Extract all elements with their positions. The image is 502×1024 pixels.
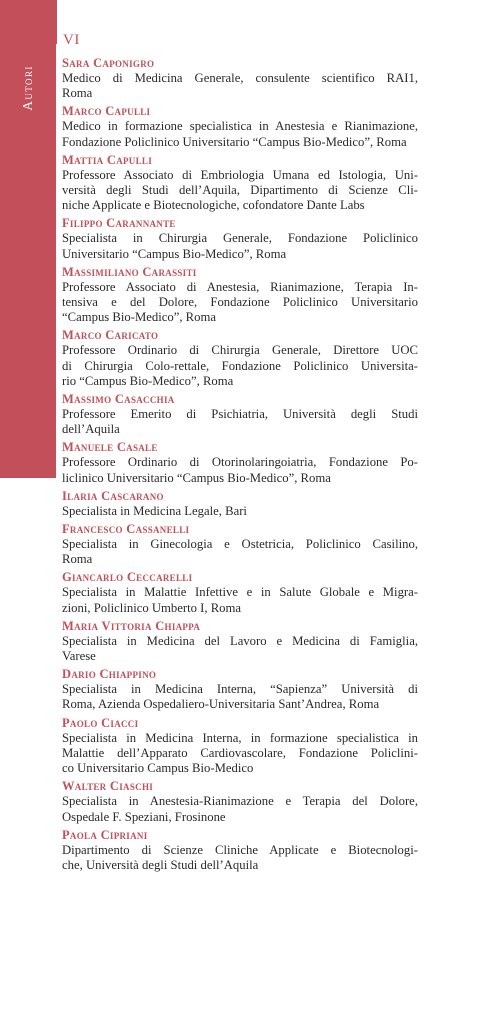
author-affiliation — [62, 455, 418, 485]
affiliation-line: zioni, Policlinico Umberto I, Roma — [62, 600, 242, 615]
affiliation-line: Specialista in Malattie Infettive e in Salute Globale e Migra- — [62, 585, 418, 600]
author-entry — [62, 392, 418, 437]
author-affiliation — [62, 504, 418, 519]
affiliation-line: Specialista in Medicina Legale, Bari — [62, 503, 247, 518]
author-name: Marco Capulli — [62, 104, 151, 119]
affiliation-line: Roma, Azienda Ospedaliero-Universitaria Sant’Andrea, Roma — [62, 697, 380, 712]
affiliation-line: di Chirurgia Colo-rettale, Fondazione Policlinico Universita- — [62, 358, 418, 373]
author-entry — [62, 828, 418, 873]
author-name: Maria Vittoria Chiappa — [62, 618, 201, 633]
author-name: Massimiliano Carassiti — [62, 264, 197, 279]
author-entry — [62, 265, 418, 326]
affiliation-line: niche Applicate e Biotecnologiche, cofondatore Dante Labs — [62, 198, 365, 213]
author-name: Mattia Capulli — [62, 152, 152, 167]
author-affiliation — [62, 231, 418, 261]
affiliation-line: Professore Associato di Anestesia, Rianimazione, Terapia In- — [62, 279, 418, 294]
author-affiliation — [62, 119, 418, 149]
author-entry — [62, 440, 418, 485]
author-affiliation — [62, 343, 418, 389]
affiliation-line: Medico di Medicina Generale, consulente scientifico RAI1, — [62, 71, 418, 85]
author-name: Giancarlo Ceccarelli — [62, 570, 193, 585]
author-affiliation — [62, 71, 418, 101]
author-entry — [62, 153, 418, 214]
affiliation-line: dell’Aquila — [62, 422, 120, 437]
affiliation-line: Roma — [62, 86, 93, 101]
author-name: Sara Caponigro — [62, 56, 155, 70]
affiliation-line: Universitario “Campus Bio-Medico”, Roma — [62, 246, 287, 261]
affiliation-line: Fondazione Policlinico Universitario “Campus Bio-Medico”, Roma — [62, 134, 407, 149]
author-entry — [62, 619, 418, 664]
author-affiliation — [62, 280, 418, 326]
affiliation-line: Roma — [62, 552, 93, 567]
affiliation-line: Dipartimento di Scienze Cliniche Applicate e Biotecnologi- — [62, 842, 418, 857]
affiliation-line: che, Università degli Studi dell’Aquila — [62, 857, 259, 872]
author-name: Walter Ciaschi — [62, 779, 154, 794]
author-name: Dario Chiappino — [62, 667, 157, 682]
affiliation-line: Specialista in Chirurgia Generale, Fondazione Policlinico — [62, 231, 418, 246]
author-affiliation — [62, 634, 418, 664]
author-name: Manuele Casale — [62, 440, 158, 455]
affiliation-line: “Campus Bio-Medico”, Roma — [62, 310, 216, 325]
section-tab — [0, 0, 56, 478]
affiliation-line: Medico in formazione specialistica in Anestesia e Rianimazione, — [62, 119, 418, 134]
affiliation-line: Specialista in Anestesia-Rianimazione e Terapia del Dolore, — [62, 794, 418, 809]
affiliation-line: Varese — [62, 649, 96, 664]
author-entry — [62, 716, 418, 777]
page-number: VI — [63, 32, 80, 48]
author-entry — [62, 522, 418, 567]
affiliation-line: Specialista in Medicina del Lavoro e Medicina di Famiglia, — [62, 633, 418, 648]
author-entry — [62, 56, 418, 101]
affiliation-line: Professore Emerito di Psichiatria, Università degli Studi — [62, 407, 418, 422]
affiliation-line: co Universitario Campus Bio-Medico — [62, 761, 254, 776]
author-list — [62, 56, 418, 876]
author-name: Filippo Carannante — [62, 216, 176, 231]
author-entry — [62, 489, 418, 519]
affiliation-line: Specialista in Medicina Interna, in formazione specialistica in — [62, 730, 418, 745]
author-entry — [62, 667, 418, 712]
author-affiliation — [62, 537, 418, 567]
affiliation-line: tensiva e del Dolore, Fondazione Policlinico Universitario — [62, 295, 418, 310]
author-entry — [62, 779, 418, 824]
affiliation-line: Specialista in Ginecologia e Ostetricia, Policlinico Casilino, — [62, 537, 418, 552]
author-name: Ilaria Cascarano — [62, 488, 164, 503]
author-name: Paola Cipriani — [62, 827, 148, 842]
author-affiliation — [62, 731, 418, 777]
author-name: Massimo Casacchia — [62, 392, 175, 407]
author-entry — [62, 328, 418, 389]
author-affiliation — [62, 407, 418, 437]
affiliation-line: rio “Campus Bio-Medico”, Roma — [62, 373, 234, 388]
author-entry — [62, 216, 418, 261]
affiliation-line: Specialista in Medicina Interna, “Sapienza” Università di — [62, 682, 418, 697]
affiliation-line: Professore Ordinario di Chirurgia Generale, Direttore UOC — [62, 343, 418, 358]
author-affiliation — [62, 843, 418, 873]
affiliation-line: Professore Associato di Embriologia Umana ed Istologia, Uni- — [62, 167, 418, 182]
affiliation-line: versità degli Studi dell’Aquila, Dipartimento di Scienze Cli- — [62, 183, 418, 198]
section-label: Autori — [20, 65, 35, 111]
author-affiliation — [62, 168, 418, 214]
affiliation-line: Professore Ordinario di Otorinolaringoiatria, Fondazione Po- — [62, 455, 418, 470]
header-rule — [56, 0, 57, 44]
affiliation-line: liclinico Universitario “Campus Bio-Medico”, Roma — [62, 470, 331, 485]
author-name: Francesco Cassanelli — [62, 522, 190, 537]
author-entry — [62, 104, 418, 149]
author-entry — [62, 570, 418, 615]
author-affiliation — [62, 794, 418, 824]
affiliation-line: Ospedale F. Speziani, Frosinone — [62, 809, 226, 824]
author-affiliation — [62, 682, 418, 712]
author-affiliation — [62, 585, 418, 615]
author-name: Marco Caricato — [62, 328, 159, 343]
affiliation-line: Malattie dell’Apparato Cardiovascolare, Fondazione Policlini- — [62, 745, 418, 760]
author-name: Paolo Ciacci — [62, 715, 139, 730]
